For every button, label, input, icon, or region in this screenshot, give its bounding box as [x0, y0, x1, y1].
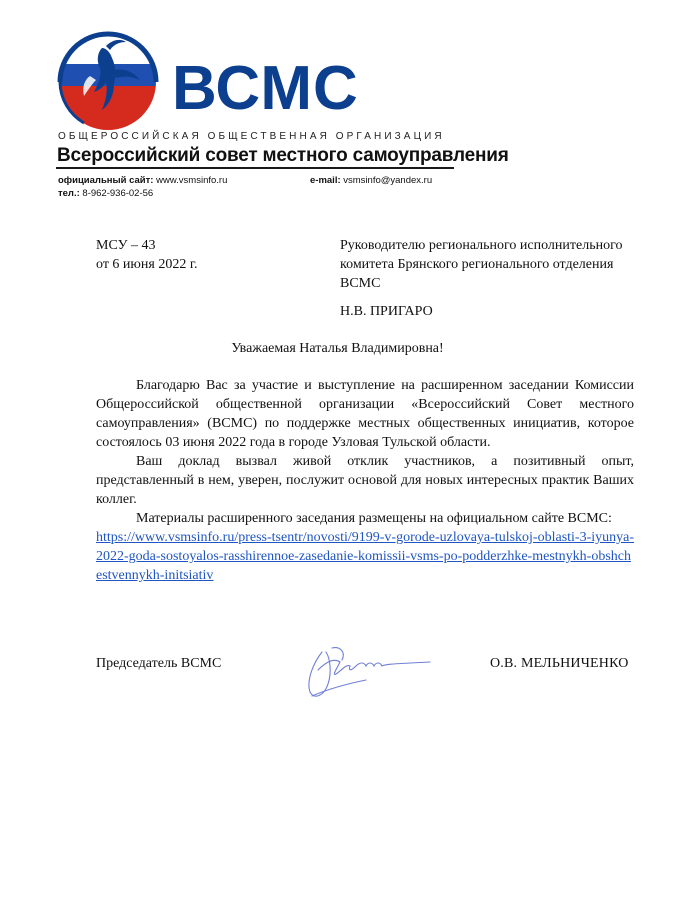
handwritten-signature	[296, 640, 436, 704]
org-full-name: Всероссийский совет местного самоуправления	[57, 145, 509, 166]
signer-title: Председатель ВСМС	[96, 656, 222, 671]
site-value[interactable]: www.vsmsinfo.ru	[156, 175, 228, 186]
phone-value: 8-962-936-02-56	[82, 188, 154, 199]
signer-name: О.В. МЕЛЬНИЧЕНКО	[490, 656, 629, 671]
paragraph-materials: Материалы расширенного заседания размещены на официальном сайте ВСМС:	[136, 511, 612, 526]
org-type-caption: ОБЩЕРОССИЙСКАЯ ОБЩЕСТВЕННАЯ ОРГАНИЗАЦИЯ	[58, 131, 445, 142]
vsms-emblem-icon	[54, 26, 162, 134]
phone-label: тел.:	[58, 188, 80, 199]
paragraph-feedback: Ваш доклад вызвал живой отклик участников, а позитивный опыт, представленный в нем, уверен, послужит основой для новых интересных практик Ваших коллег.	[96, 454, 634, 507]
site-label: официальный сайт:	[58, 175, 154, 186]
paragraph-thanks: Благодарю Вас за участие и выступление на расширенном заседании Комиссии Общероссийской общественной организации «Всероссийский Совет местного самоуправления» (ВСМС) по поддержке местных общественных инициатив, которое состоялось 03 июня 2022 года в городе Узловая Тульской области.	[96, 378, 634, 450]
materials-link[interactable]: https://www.vsmsinfo.ru/press-tsentr/novosti/9199-v-gorode-uzlovaya-tulskoj-oblasti-3-iyunya-2022-goda-sostoyalos-rasshirennoe-zasedanie-komissii-vsms-po-podderzhke-mestnykh-obshchestvennykh-initsiativ	[96, 530, 635, 583]
ref-date: от 6 июня 2022 г.	[96, 257, 198, 272]
letterhead-divider	[56, 167, 454, 169]
addressee: Руководителю регионального исполнительного комитета Брянского регионального отделения ВСМС	[340, 238, 623, 291]
outgoing-reference	[96, 236, 197, 274]
org-abbreviation: ВСМС	[172, 54, 359, 123]
salutation: Уважаемая Наталья Владимировна!	[231, 341, 444, 356]
letterhead-contacts	[58, 175, 453, 201]
ref-number: МСУ – 43	[96, 238, 156, 253]
email-label: e-mail:	[310, 175, 341, 186]
letter-body	[96, 376, 634, 585]
addressee-name: Н.В. ПРИГАРО	[340, 304, 433, 319]
email-value[interactable]: vsmsinfo@yandex.ru	[343, 175, 433, 186]
